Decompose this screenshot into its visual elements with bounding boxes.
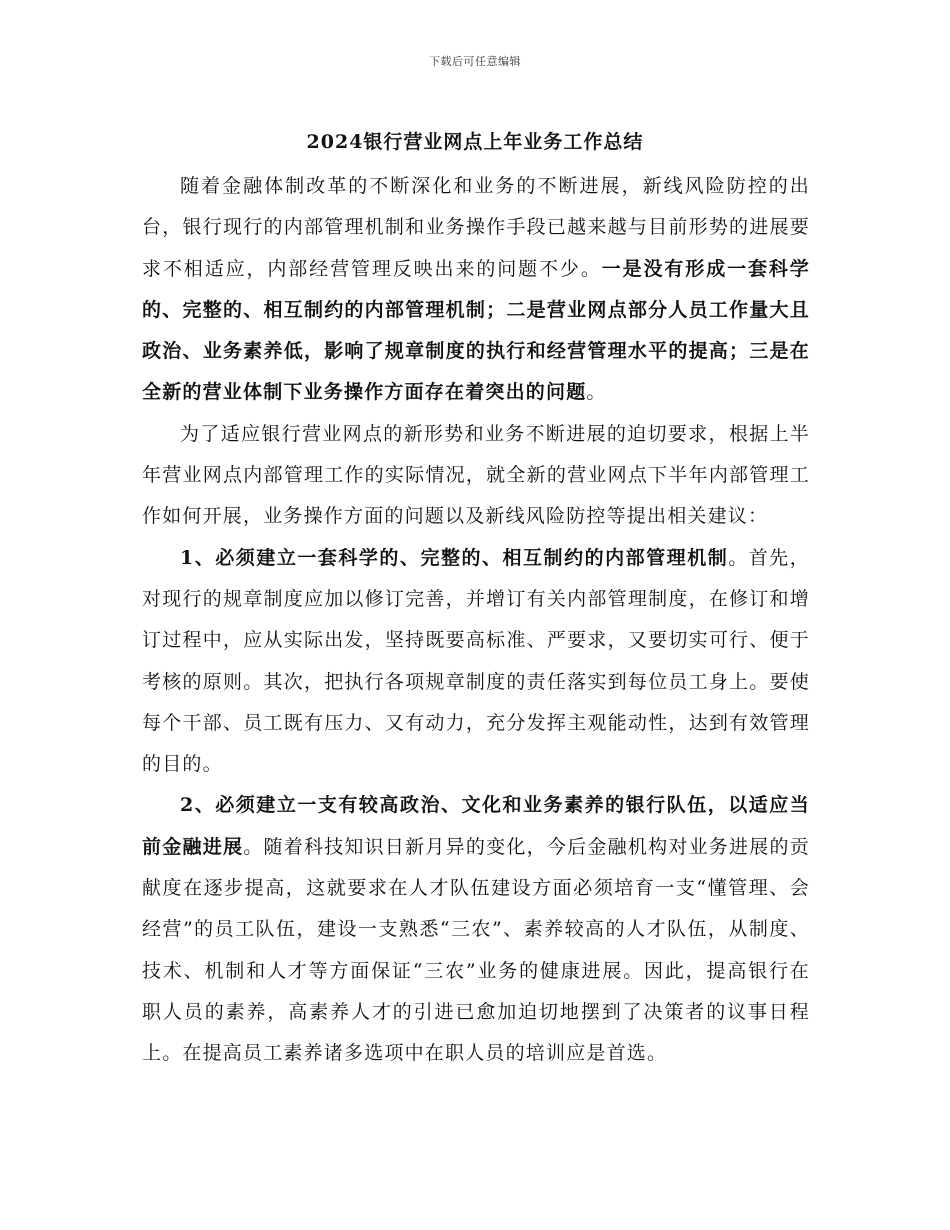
document-title: 2024银行营业网点上年业务工作总结 [306,131,644,153]
paragraph-purpose [142,414,810,538]
paragraph-point-1 [142,538,810,786]
paragraph-intro [142,166,810,414]
header-note: 下载后可任意编辑 [429,55,521,68]
document-body [142,166,810,1075]
paragraph-purpose-text: 为了适应银行营业网点的新形势和业务不断进展的迫切要求，根据上半年营业网点内部管理工作的实际情况，就全新的营业网点下半年内部管理工作如何开展，业务操作方面的问题以及新线风险防控等提出相关建议： [142,422,810,528]
paragraph-intro-problems: 一是没有形成一套科学的、完整的、相互制约的内部管理机制；二是营业网点部分人员工作量大且政治、业务素养低，影响了规章制度的执行和经营管理水平的提高；三是在全新的营业体制下业务操作方面存在着突出的问题 [142,257,810,404]
paragraph-intro-tail: 。 [586,381,607,404]
paragraph-point-2 [142,785,810,1074]
point-2-text: 。随着科技知识日新月异的变化，今后金融机构对业务进展的贡献度在逐步提高，这就要求在人才队伍建设方面必须培育一支“懂管理、会经营”的员工队伍，建设一支熟悉“三农”、素养较高的人才队伍，从制度、技术、机制和人才等方面保证“三农”业务的健康进展。因此，提高银行在职人员的素养，高素养人才的引进已愈加迫切地摆到了决策者的议事日程上。在提高员工素养诸多选项中在职人员的培训应是首选。 [142,835,810,1065]
point-1-text: 。首先，对现行的规章制度应加以修订完善，并增订有关内部管理制度，在修订和增订过程中，应从实际出发，坚持既要高标准、严要求，又要切实可行、便于考核的原则。其次，把执行各项规章制度的责任落实到每位员工身上。要使每个干部、员工既有压力、又有动力，充分发挥主观能动性，达到有效管理的目的。 [142,546,810,776]
point-1-heading: 1、必须建立一套科学的、完整的、相互制约的内部管理机制 [180,546,729,569]
paragraph-intro-text: 随着金融体制改革的不断深化和业务的不断进展，新线风险防控的出台，银行现行的内部管理机制和业务操作手段已越来越与目前形势的进展要求不相适应，内部经营管理反映出来的问题不少。 [142,175,810,280]
point-2-heading: 2、必须建立一支有较高政治、文化和业务素养的银行队伍，以适应当前金融进展 [142,794,810,858]
